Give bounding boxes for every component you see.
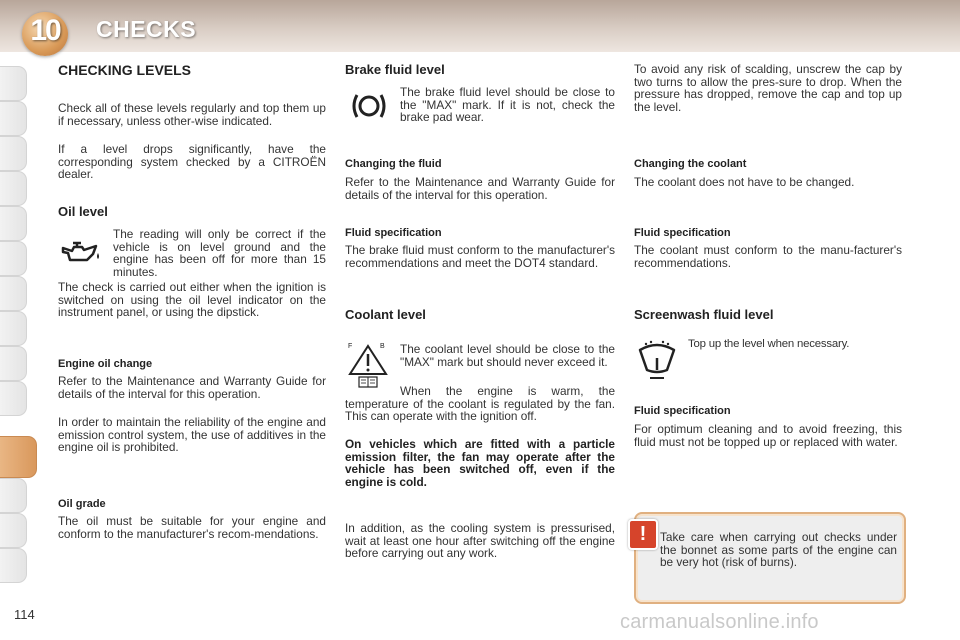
brake-fluid-text: The brake fluid level should be close to the "MAX" mark. If it is not, check the brake pad wear. [400, 85, 615, 125]
chapter-tab[interactable] [0, 101, 27, 136]
chapter-tab[interactable] [0, 276, 27, 311]
chapter-tab[interactable] [0, 548, 27, 583]
watermark: carmanualsonline.info [620, 611, 819, 633]
chapter-tab[interactable] [0, 136, 27, 171]
chapter-number: 10 [30, 14, 60, 47]
windscreen-washer-icon [636, 338, 678, 382]
oil-level-text: The check is carried out either when the ignition is switched on using the oil level indicator on the instrument panel, or using the dipstick. [58, 280, 326, 320]
screenwash-text: Top up the level when necessary. [688, 338, 850, 350]
coolant-cap-text: To avoid any risk of scalding, unscrew the cap by two turns to allow the pres-sure to drop. When the pressure has dropped, remove the cap and top up the level. [634, 62, 902, 114]
chapter-tab[interactable] [0, 206, 27, 241]
changing-coolant-heading: Changing the coolant [634, 158, 747, 170]
svg-text:F: F [348, 343, 353, 350]
oil-can-icon [60, 240, 102, 266]
chapter-title: CHECKS [96, 16, 197, 42]
hot-coolant-warning-icon [346, 340, 390, 388]
engine-oil-change-text: Refer to the Maintenance and Warranty Guide for details of the interval for this operation. [58, 374, 326, 401]
oil-level-heading: Oil level [58, 204, 108, 219]
particle-filter-note: On vehicles which are fitted with a particle emission filter, the fan may operate after the vehicle has been switched off, even if the engine is cold. [345, 437, 615, 489]
chapter-tab-active[interactable] [0, 436, 37, 478]
chapter-tab[interactable] [0, 513, 27, 548]
chapter-tab[interactable] [0, 311, 27, 346]
coolant-spec-text: The coolant must conform to the manu-facturer's recommendations. [634, 243, 902, 270]
exclamation-icon: ! [628, 519, 658, 550]
brake-fluid-heading: Brake fluid level [345, 62, 445, 77]
chapter-tab[interactable] [0, 171, 27, 206]
coolant-level-text: The coolant level should be close to the "MAX" mark but should never exceed it. [400, 342, 615, 369]
warning-text: Take care when carrying out checks under the bonnet as some parts of the engine can be very hot (risk of burns). [660, 530, 897, 570]
screenwash-heading: Screenwash fluid level [634, 307, 774, 322]
engine-oil-change-text: In order to maintain the reliability of the engine and emission control system, the use of additives in the engine oil is prohibited. [58, 415, 326, 455]
chapter-tab[interactable] [0, 241, 27, 276]
brake-fluid-spec-text: The brake fluid must conform to the manufacturer's recommendations and meet the DOT4 standard. [345, 243, 615, 270]
oil-grade-text: The oil must be suitable for your engine and conform to the manufacturer's recom-mendations. [58, 514, 326, 541]
changing-fluid-heading: Changing the fluid [345, 158, 442, 170]
coolant-level-text: In addition, as the cooling system is pressurised, wait at least one hour after switching off the engine before carrying out any work. [345, 521, 615, 561]
chapter-tab[interactable] [0, 66, 27, 101]
engine-oil-change-heading: Engine oil change [58, 358, 153, 370]
brake-fluid-spec-heading: Fluid specification [345, 227, 442, 239]
chapter-tab[interactable] [0, 478, 27, 513]
page-number: 114 [14, 607, 35, 622]
changing-fluid-text: Refer to the Maintenance and Warranty Guide for details of the interval for this operation. [345, 175, 615, 202]
chapter-tab[interactable] [0, 381, 27, 416]
coolant-level-heading: Coolant level [345, 307, 426, 322]
section-title: CHECKING LEVELS [58, 62, 192, 78]
brake-warning-icon [350, 90, 388, 122]
oil-grade-heading: Oil grade [58, 498, 106, 510]
coolant-spec-heading: Fluid specification [634, 227, 731, 239]
chapter-tab[interactable] [0, 346, 27, 381]
changing-coolant-text: The coolant does not have to be changed. [634, 175, 855, 189]
screenwash-spec-heading: Fluid specification [634, 405, 731, 417]
screenwash-spec-text: For optimum cleaning and to avoid freezing, this fluid must not be topped up or replaced with water. [634, 422, 902, 449]
svg-text:B: B [380, 343, 385, 350]
coolant-level-text: When the engine is warm, the temperature of the coolant is regulated by the fan. This can operate with the ignition off. [345, 384, 615, 424]
intro-paragraph: Check all of these levels regularly and top them up if necessary, unless other-wise indicated. [58, 101, 326, 128]
oil-level-text: The reading will only be correct if the vehicle is on level ground and the engine has been off for more than 15 minutes. [113, 227, 326, 279]
intro-paragraph: If a level drops significantly, have the corresponding system checked by a CITROËN dealer. [58, 142, 326, 182]
